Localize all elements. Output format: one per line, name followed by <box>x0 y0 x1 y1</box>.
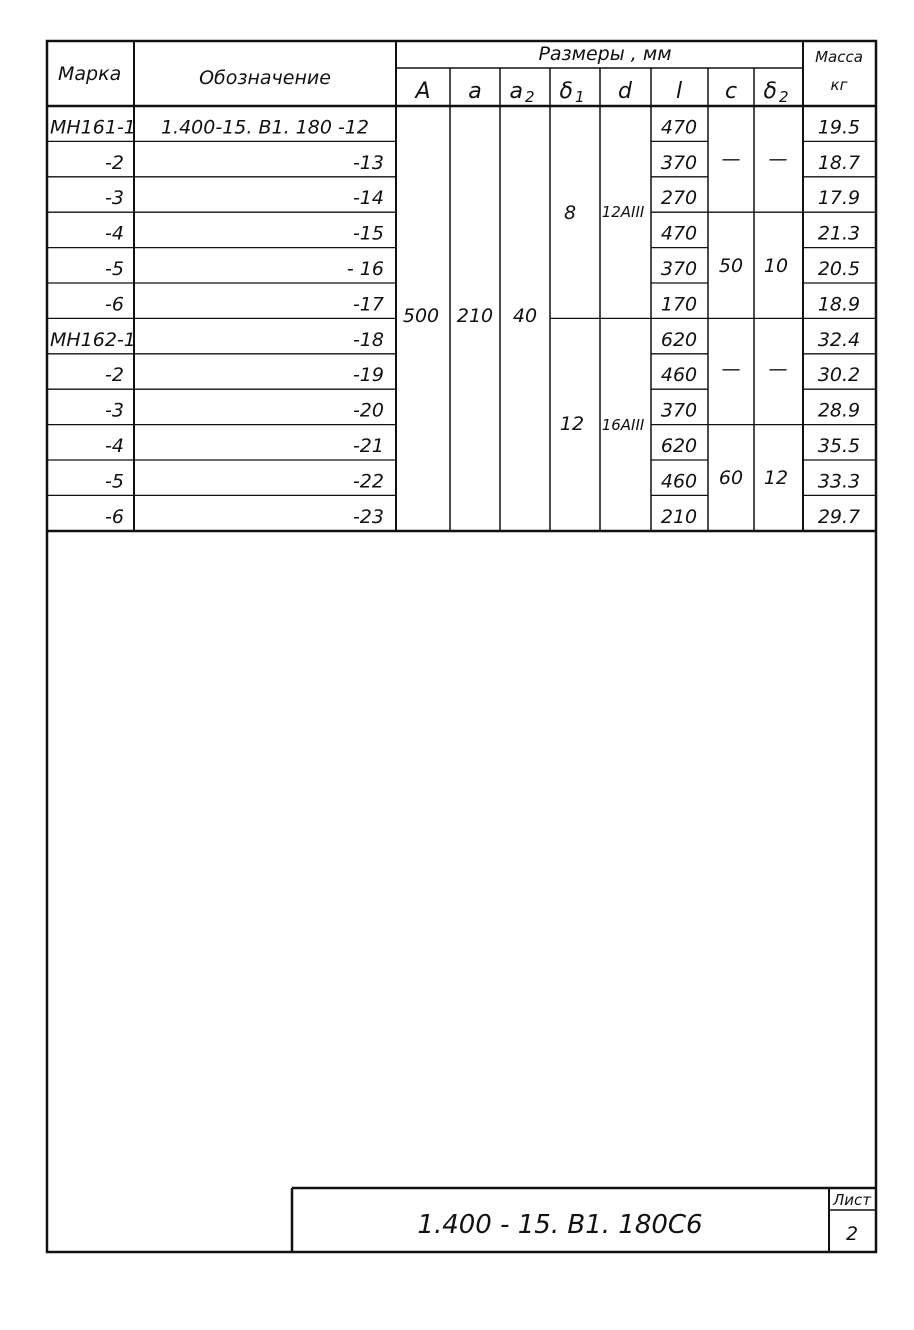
merged-c-r4: 60 <box>718 467 744 489</box>
sheet-frame <box>47 41 876 1252</box>
merged-d-top: 12AIII <box>601 203 645 221</box>
header-designation: Обозначение <box>199 67 331 89</box>
table-row <box>105 364 860 386</box>
row-length-l: 370 <box>660 258 698 280</box>
row-designation: -18 <box>352 328 384 351</box>
row-length-l: 620 <box>660 328 698 351</box>
row-mark: -3 <box>105 187 124 210</box>
merged-delta2-r2: 10 <box>763 255 789 277</box>
table-row <box>50 116 860 138</box>
row-designation: -19 <box>352 364 384 387</box>
table-row <box>105 258 860 280</box>
merged-c-r3: — <box>721 358 741 380</box>
row-designation: -21 <box>352 435 384 457</box>
header-col-d: d <box>618 79 632 104</box>
merged-delta1-bottom: 12 <box>559 413 585 435</box>
row-length-l: 460 <box>660 364 698 387</box>
merged-a: 210 <box>456 305 494 327</box>
merged-delta2-r4: 12 <box>763 467 789 489</box>
header-col-a2: a 2 <box>509 79 535 106</box>
row-mass: 32.4 <box>817 328 861 351</box>
merged-c-r1: — <box>721 148 741 170</box>
row-mark: -3 <box>105 399 124 422</box>
row-designation: -15 <box>352 222 384 245</box>
table-row <box>105 470 860 492</box>
row-mass: 33.3 <box>817 470 861 493</box>
row-designation: -13 <box>352 151 384 174</box>
table-row <box>50 329 860 351</box>
row-mark: -4 <box>105 435 124 457</box>
row-designation: -20 <box>352 399 384 422</box>
table-row <box>105 400 860 422</box>
merged-d-bottom: 16AIII <box>601 416 645 434</box>
merged-delta2-r3: — <box>768 358 788 380</box>
row-mark: -2 <box>105 151 124 174</box>
table-row <box>105 152 860 174</box>
merged-a2: 40 <box>512 305 538 327</box>
header-mass-unit: кг <box>830 76 848 94</box>
header-col-a: a <box>468 79 482 104</box>
row-length-l: 460 <box>660 470 698 493</box>
row-mass: 29.7 <box>817 505 861 528</box>
table-row <box>105 187 860 209</box>
row-mark: -6 <box>105 293 124 316</box>
row-mass: 30.2 <box>817 364 861 387</box>
table-row <box>105 223 860 245</box>
row-length-l: 620 <box>660 435 698 457</box>
row-designation: -22 <box>352 470 384 493</box>
row-designation: -14 <box>352 187 384 210</box>
row-mark: -5 <box>105 258 124 280</box>
header-marka: Марка <box>58 63 122 85</box>
sheet-label: Лист <box>832 1191 872 1209</box>
row-mass: 21.3 <box>817 222 861 245</box>
header-col-l: l <box>675 79 683 104</box>
row-mass: 35.5 <box>817 435 861 457</box>
row-mass: 19.5 <box>817 116 861 139</box>
merged-delta1-top: 8 <box>563 202 577 224</box>
header-col-delta1: δ 1 <box>559 79 585 106</box>
row-designation: -17 <box>352 293 384 316</box>
merged-c-r2: 50 <box>718 255 744 277</box>
merged-A: 500 <box>402 305 440 327</box>
header-mass: Масса <box>815 48 863 66</box>
row-mark: -4 <box>105 222 124 245</box>
row-length-l: 270 <box>660 187 698 210</box>
header-dimensions: Размеры , мм <box>538 43 672 65</box>
row-mass: 18.7 <box>817 151 861 174</box>
sheet-number: 2 <box>845 1223 859 1245</box>
row-mark: -5 <box>105 470 124 493</box>
row-length-l: 170 <box>660 293 698 316</box>
row-designation: -23 <box>352 505 384 528</box>
row-length-l: 470 <box>660 222 698 245</box>
header-col-delta2: δ 2 <box>763 79 789 106</box>
table-row <box>105 506 860 528</box>
table-header-grid <box>47 41 876 531</box>
row-mark: -2 <box>105 364 124 387</box>
row-mass: 20.5 <box>817 258 861 280</box>
row-mass: 17.9 <box>817 187 861 210</box>
row-designation: - 16 <box>346 258 384 280</box>
row-length-l: 470 <box>660 116 698 139</box>
row-length-l: 370 <box>660 151 698 174</box>
header-col-c: c <box>724 79 738 104</box>
row-mark: МН162-1 <box>50 328 136 351</box>
table-row <box>105 435 860 457</box>
row-mass: 28.9 <box>817 399 861 422</box>
document-code: 1.400 - 15. В1. 180С6 <box>417 1210 703 1240</box>
row-length-l: 370 <box>660 399 698 422</box>
row-mark: МН161-1 <box>50 116 136 139</box>
row-designation: 1.400-15. В1. 180 -12 <box>160 116 370 139</box>
row-mass: 18.9 <box>817 293 861 316</box>
row-length-l: 210 <box>660 505 698 528</box>
row-mark: -6 <box>105 505 124 528</box>
header-col-A: A <box>415 79 431 104</box>
merged-delta2-r1: — <box>768 148 788 170</box>
